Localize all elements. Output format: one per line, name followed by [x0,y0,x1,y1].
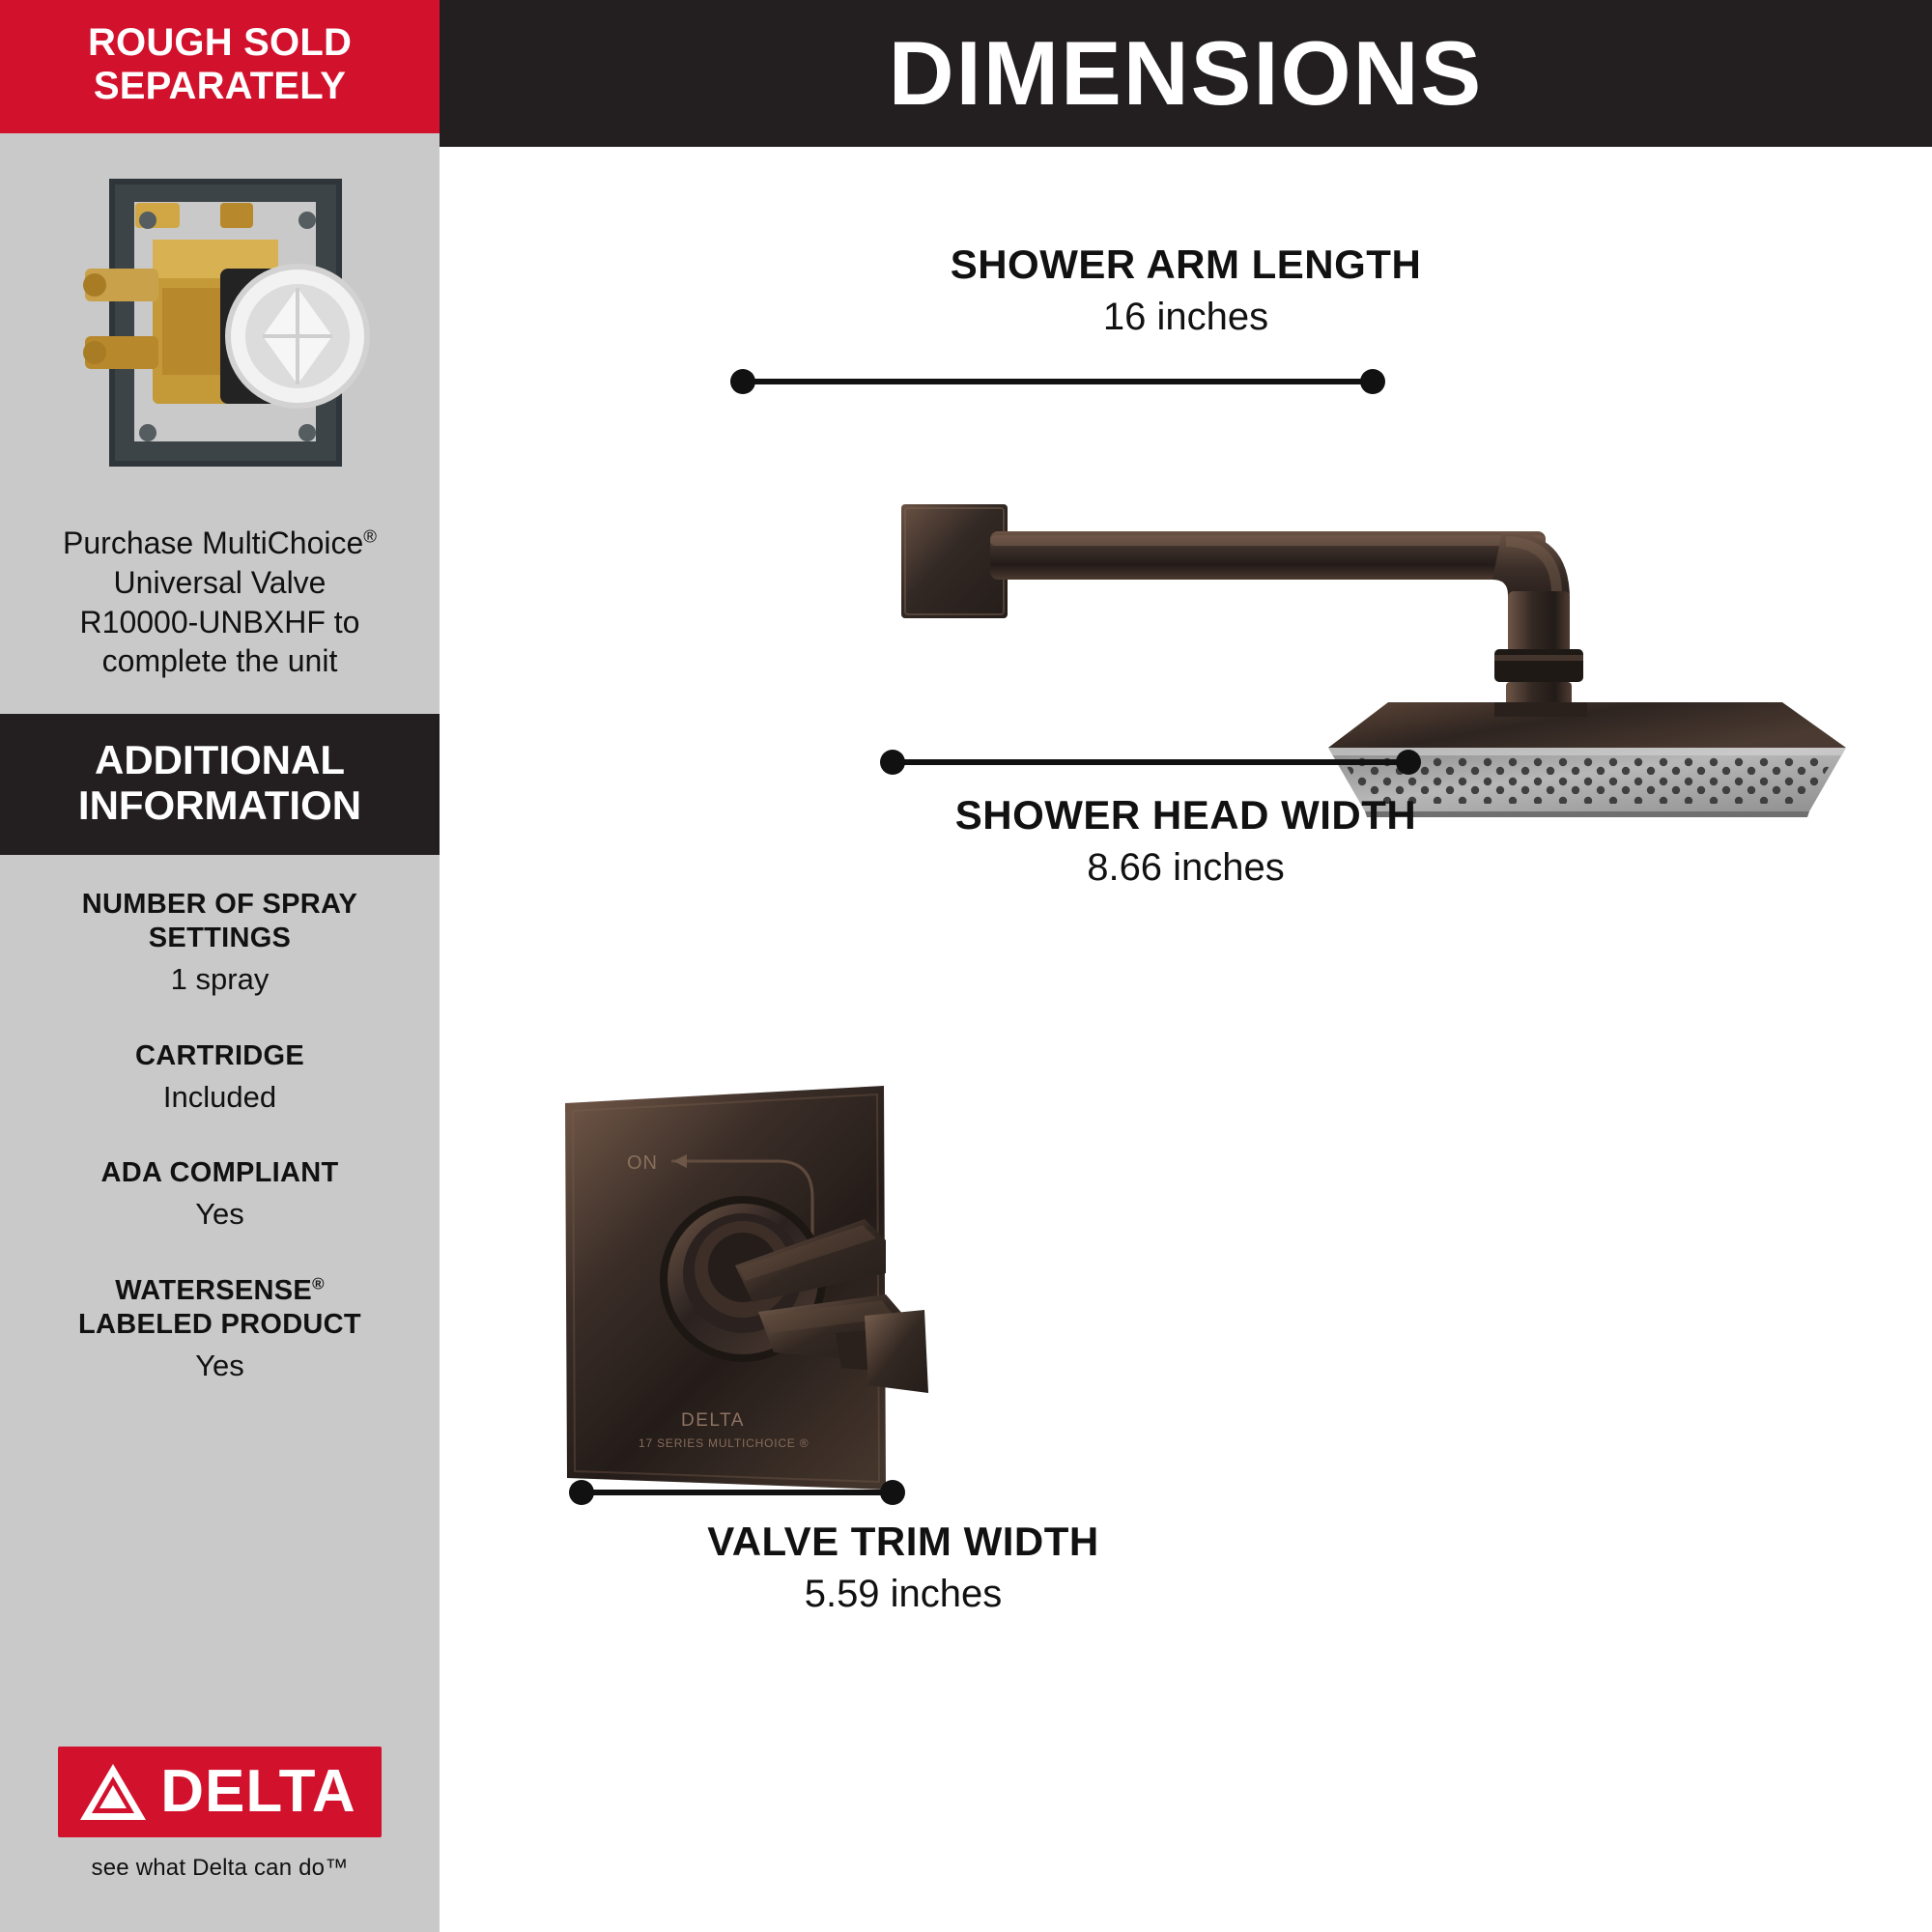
delta-logo-badge [58,1747,381,1837]
spec-value: 1 spray [170,962,270,997]
registered-mark: ® [363,525,377,546]
spec-value: Yes [195,1197,244,1232]
spec-ada-compliant [27,1156,412,1234]
main-illustration-area [440,147,1932,1932]
spec-label-line-1-text: WATERSENSE [115,1274,313,1306]
delta-logo-block [0,1747,440,1882]
valve-trim-width-value: 5.59 inches [804,1573,1003,1615]
additional-information-header [0,714,440,855]
spec-label-line-1: ADA COMPLIANT [100,1157,339,1189]
caption-line-2: Universal Valve [113,564,327,600]
valve-trim-width-dimension-line [573,1478,901,1507]
page-header-bar [440,0,1932,147]
rough-sold-line-1: ROUGH SOLD [87,21,353,64]
shower-head-width-title: SHOWER HEAD WIDTH [954,792,1417,838]
dimension-bar [884,759,1417,765]
registered-mark: ® [312,1274,325,1293]
spec-cartridge [27,1039,412,1117]
rough-sold-separately-header [0,0,440,133]
spec-value: Included [162,1079,277,1114]
spec-label-line-1: CARTRIDGE [134,1039,305,1071]
valve-trim-width-label [440,1519,1367,1616]
shower-head-width-label [440,792,1932,890]
spec-number-of-spray-settings [27,888,412,998]
dimension-endpoint-left [730,369,755,394]
spec-label-line-1: NUMBER OF SPRAY [81,889,358,921]
dimension-endpoint-right [1396,750,1421,775]
svg-text:ON: ON [627,1152,658,1174]
spec-label-line-1 [27,1274,412,1308]
delta-wordmark: DELTA [160,1758,356,1825]
valve-trim-width-title: VALVE TRIM WIDTH [707,1519,1099,1564]
valve-brand-text: DELTA [681,1410,745,1431]
dimension-endpoint-left [880,750,905,775]
caption-line-1-text: Purchase MultiChoice [63,525,364,560]
dimension-endpoint-right [880,1480,905,1505]
delta-tagline: see what Delta can do™ [91,1855,349,1881]
caption-line-4: complete the unit [101,643,338,679]
dimension-bar [734,379,1381,384]
additional-info-line-1: ADDITIONAL [95,737,345,783]
spec-list [0,855,440,1384]
caption-line-1 [25,524,414,563]
spec-label [27,1156,412,1190]
spec-label [27,1039,412,1073]
spec-watersense-labeled-product [27,1274,412,1384]
rough-valve-image [0,133,440,520]
spec-label-line-2: SETTINGS [148,923,292,954]
spec-label [27,1274,412,1342]
shower-arm-length-value: 16 inches [1102,296,1269,338]
page-title: DIMENSIONS [888,22,1484,124]
rough-sold-line-2: SEPARATELY [93,64,347,107]
shower-head-width-value: 8.66 inches [1087,846,1285,889]
sidebar [0,0,440,1932]
caption-line-3: R10000-UNBXHF to [79,604,360,639]
spec-value: Yes [195,1348,244,1382]
additional-info-line-2: INFORMATION [77,782,362,829]
spec-label [27,888,412,955]
dimension-endpoint-left [569,1480,594,1505]
shower-head-width-dimension-line [884,748,1417,777]
delta-triangle-icon [77,1760,149,1824]
shower-arm-length-label [440,242,1932,339]
shower-arm-length-title: SHOWER ARM LENGTH [950,242,1422,287]
rough-valve-caption [0,520,440,715]
spec-label-line-2: LABELED PRODUCT [78,1308,361,1340]
dimension-endpoint-right [1360,369,1385,394]
dimension-bar [573,1490,901,1495]
valve-sub-text: 17 SERIES MULTICHOICE ® [639,1436,810,1450]
shower-arm-length-dimension-line [734,367,1381,396]
